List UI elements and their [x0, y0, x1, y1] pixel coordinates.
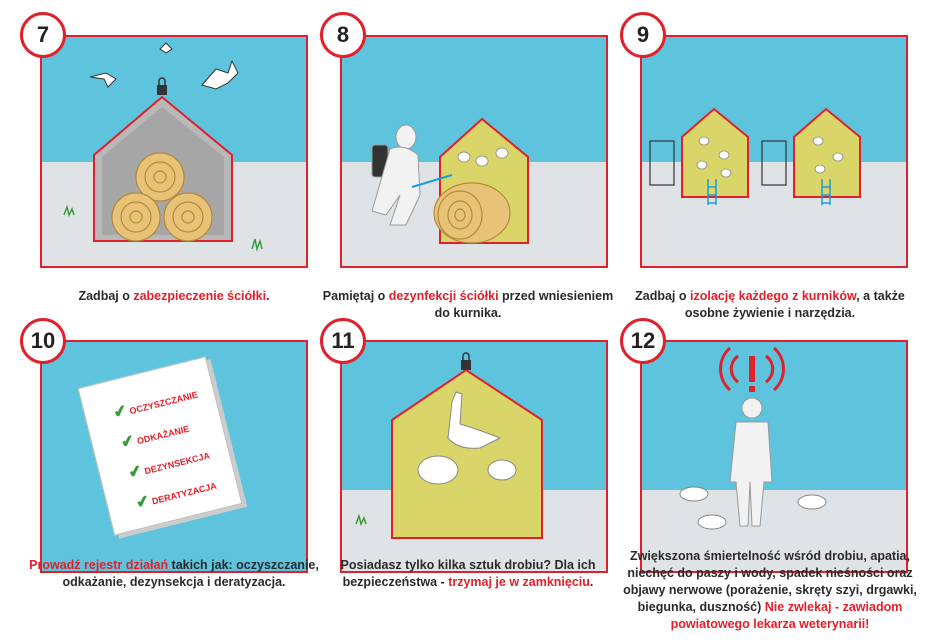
- caption-highlight: Nie zwlekaj - zawiadom powiatowego lekarza weterynarii!: [670, 599, 903, 631]
- panel-step-8: [340, 35, 608, 268]
- checklist-document: [78, 356, 243, 535]
- caption-step-10: [24, 557, 324, 591]
- checklist-label: DERATYZACJA: [150, 480, 218, 507]
- step-number-badge: [20, 318, 66, 364]
- step-number-badge: [620, 318, 666, 364]
- caption-text: Zwiększona śmiertelność wśród drobiu, apatia, niechęć do paszy i wody, spadek nieśności oraz objawy nerwowe (porażenie, skręty szyi, drgawki, biegunka, duszność): [623, 549, 917, 614]
- caption-text: .: [266, 289, 270, 303]
- caption-step-9: [620, 288, 920, 322]
- bedding-storage-illustration: [42, 37, 308, 268]
- step-number: 11: [331, 328, 355, 353]
- panel-step-11: [340, 340, 608, 573]
- caption-highlight: zabezpieczenie ściółki: [133, 289, 267, 303]
- step-number-badge: [20, 12, 66, 58]
- panel-step-9: [640, 35, 908, 268]
- checklist-item: ✔ ODKAŻANIE: [119, 423, 191, 453]
- caption-text: , a także osobne żywienie i narzędzia.: [684, 289, 905, 320]
- step-number: 9: [636, 22, 650, 47]
- checklist-label: DEZYNSEKCJA: [143, 450, 211, 477]
- panel-step-12: [640, 340, 908, 573]
- caption-text: Posiadasz tylko kilka sztuk drobiu? Dla ich bezpieczeństwa -: [340, 558, 596, 589]
- caption-step-12: [620, 548, 920, 632]
- checklist-item: ✔ DEZYNSEKCJA: [126, 450, 211, 483]
- step-number-badge: [320, 318, 366, 364]
- caption-text: Zadbaj o: [78, 289, 134, 303]
- caption-highlight: izolację każdego z kurników: [689, 289, 857, 303]
- checklist-item: ✔ DERATYZACJA: [134, 480, 218, 513]
- caption-text: Zadbaj o: [635, 289, 690, 303]
- coop-isolation-illustration: [642, 37, 908, 268]
- caption-step-8: [318, 288, 618, 322]
- step-number-badge: [620, 12, 666, 58]
- caption-text: takich jak: oczyszczanie, odkażanie, dezynsekcja i deratyzacja.: [62, 558, 319, 589]
- checklist-label: ODKAŻANIE: [135, 423, 191, 447]
- caption-text: przed wniesieniem do kurnika.: [434, 289, 614, 320]
- step-number: 8: [336, 22, 350, 47]
- step-number: 12: [630, 328, 656, 353]
- caption-step-11: [318, 557, 618, 591]
- caption-highlight: Prowadź rejestr działań: [29, 558, 169, 572]
- checklist-label: OCZYSZCZANIE: [128, 389, 199, 417]
- step-number-badge: [320, 12, 366, 58]
- step-number: 7: [36, 22, 50, 47]
- disinfection-illustration: [342, 37, 608, 268]
- alert-vet-illustration: [642, 342, 908, 573]
- step-number: 10: [30, 328, 56, 353]
- caption-highlight: dezynfekcji ściółki: [388, 289, 499, 303]
- panel-step-7: [40, 35, 308, 268]
- panel-step-10: [40, 340, 308, 573]
- caption-step-7: [24, 288, 324, 305]
- caption-text: .: [589, 574, 594, 589]
- closed-coop-illustration: [342, 342, 608, 573]
- checklist-item: ✔ OCZYSZCZANIE: [111, 389, 199, 422]
- caption-highlight: trzymaj je w zamknięciu: [448, 574, 590, 589]
- caption-text: Pamiętaj o: [322, 289, 389, 303]
